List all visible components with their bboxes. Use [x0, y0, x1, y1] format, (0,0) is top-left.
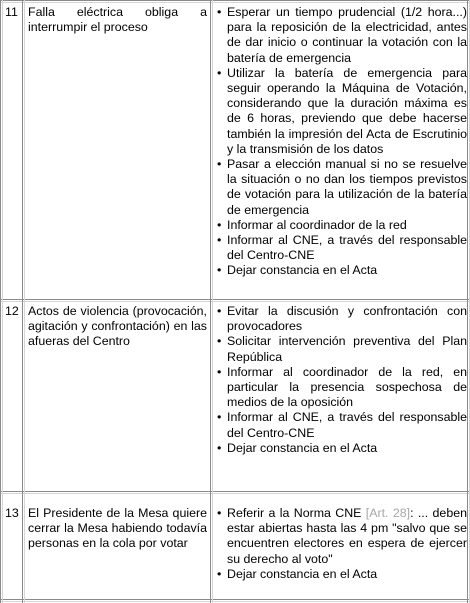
action-item: • Pasar a elección manual si no se resuelve la situación o no dan los tiempos previstos de votación para la utilización de la batería de emergencia [217, 157, 467, 218]
action-item: • Informar al CNE, a través del responsable del Centro-CNE [217, 410, 467, 440]
column-divider [0, 0, 3, 603]
problem-text: Falla eléctrica obliga a interrumpir el proceso [28, 5, 207, 35]
action-item: • Esperar un tiempo prudencial (1/2 hora...) para la reposición de la electricidad, antes de dar inicio o continuar la votación con la batería de emergencia [217, 5, 467, 66]
action-item: • Informar al coordinador de la red, en particular la presencia sospechosa de medios de la oposición [217, 365, 467, 411]
action-list [217, 304, 467, 456]
row-number: 11 [5, 5, 18, 19]
action-item: • Evitar la discusión y confrontación con provocadores [217, 304, 467, 334]
action-list [217, 5, 467, 279]
column-divider [22, 0, 25, 603]
action-list [217, 506, 467, 582]
action-item [217, 506, 467, 567]
action-item: • Dejar constancia en el Acta [217, 441, 467, 456]
row-number: 13 [5, 506, 19, 520]
action-item: • Informar al CNE, a través del responsable del Centro-CNE [217, 233, 467, 263]
row-number: 12 [5, 304, 19, 318]
article-reference: [Art. 28] [365, 506, 411, 520]
action-text: Referir a la Norma CNE [227, 506, 366, 520]
action-item: • Informar al coordinador de la red [217, 218, 467, 233]
action-item: • Dejar constancia en el Acta [217, 263, 467, 278]
action-item: • Solicitar intervención preventiva del Plan República [217, 334, 467, 364]
action-item: • Dejar constancia en el Acta [217, 567, 467, 582]
problem-text: El Presidente de la Mesa quiere cerrar la Mesa habiendo todavía personas en la cola por votar [28, 506, 207, 551]
action-item: • Utilizar la batería de emergencia para seguir operando la Máquina de Votación, considerando que la duración máxima es de 6 horas, previendo que debe hacerse también la impresión del Acta de Escrutinio y la transmisión de los datos [217, 66, 467, 157]
problem-text: Actos de violencia (provocación, agitación y confrontación) en las afueras del Centro [28, 304, 207, 349]
action-text: : ... deben estar abiertas hasta las 4 pm "salvo que se encuentren electores en espera de ejercer su derecho al voto" [227, 506, 467, 566]
column-divider [210, 0, 213, 603]
